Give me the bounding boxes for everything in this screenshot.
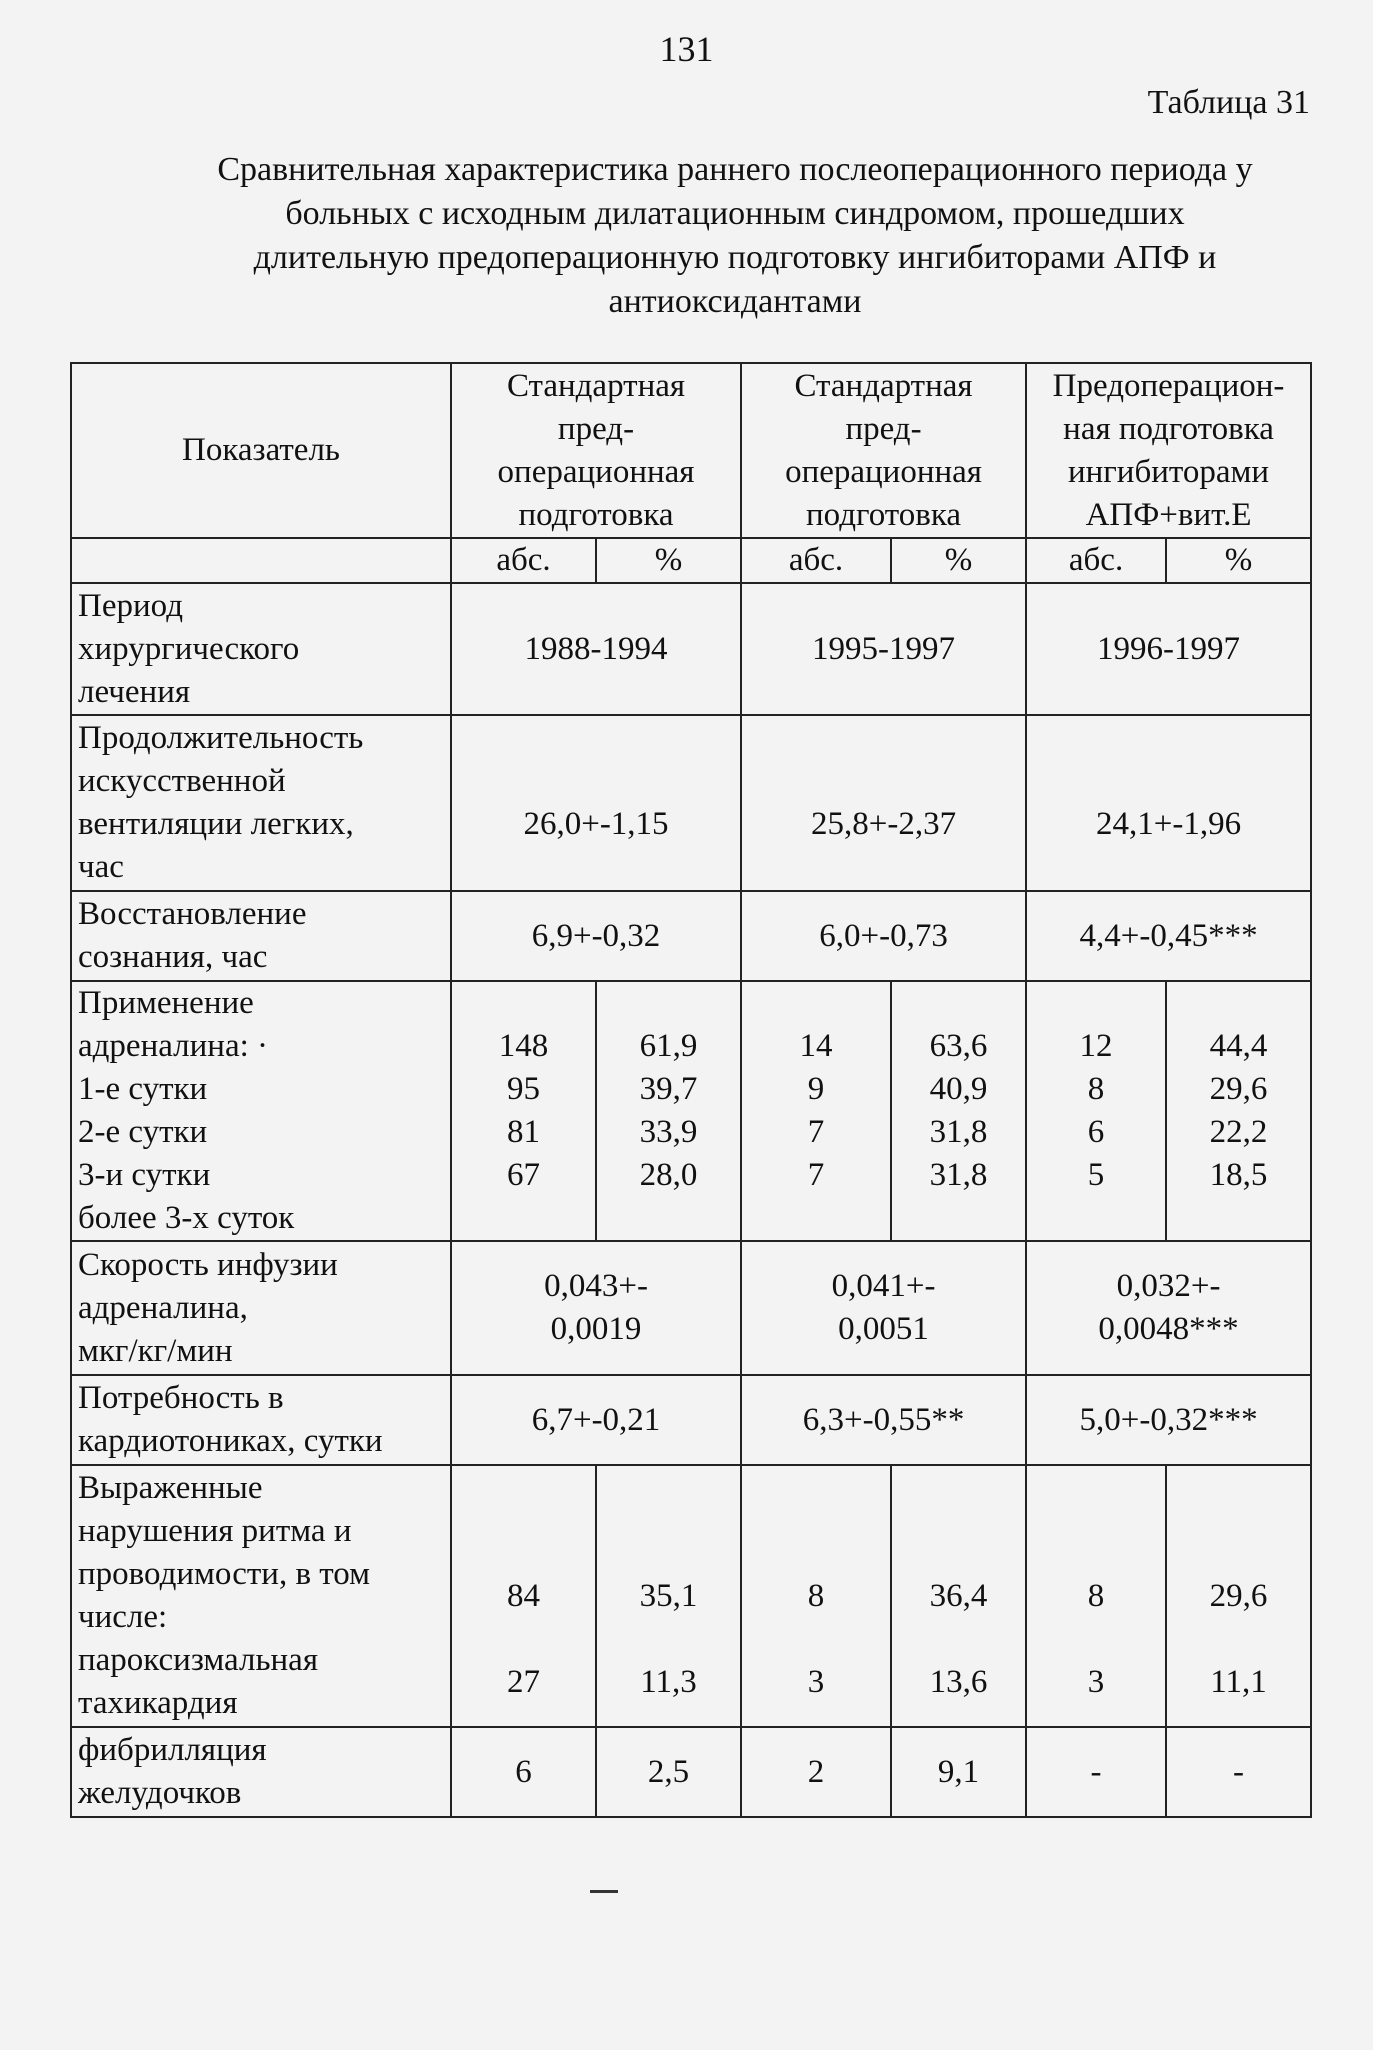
header-line: операционная: [785, 453, 982, 490]
row-label: [71, 891, 451, 981]
label-line: 2-е сутки: [78, 1114, 208, 1150]
value: 28,0: [639, 1157, 698, 1193]
value: 35,1: [639, 1577, 698, 1614]
table-caption: [160, 148, 1310, 324]
value-cell: [1026, 1465, 1166, 1727]
value-cell: 4,4+-0,45***: [1026, 891, 1311, 981]
subheader-row: [71, 538, 1311, 583]
header-line: пред-: [557, 410, 635, 447]
subheader-empty: [71, 538, 451, 583]
value: 0,041+-: [831, 1268, 936, 1304]
value-cell: 2: [741, 1727, 891, 1817]
value: 148: [498, 1028, 549, 1064]
label-line: нарушения ритма и: [78, 1513, 352, 1549]
label-line: вентиляции легких,: [78, 806, 354, 842]
value-cell: 1995-1997: [741, 583, 1026, 715]
label-line: лечения: [78, 673, 191, 710]
subheader-abs: абс.: [1026, 538, 1166, 583]
value-cell: 1996-1997: [1026, 583, 1311, 715]
value: 63,6: [929, 1028, 988, 1064]
label-line: Выраженные: [78, 1470, 263, 1506]
value-cell: -: [1026, 1727, 1166, 1817]
value: 67: [507, 1157, 540, 1193]
label-line: искусственной: [78, 763, 286, 799]
table-label: Таблица 31: [1147, 84, 1310, 121]
label-line: 3-и сутки: [78, 1157, 211, 1193]
value-cell: -: [1166, 1727, 1311, 1817]
label-line: Применение: [78, 985, 254, 1021]
row-cardiotonics: [71, 1375, 1311, 1465]
header-group-1: [451, 363, 741, 538]
row-rhythm-disorders: [71, 1465, 1311, 1727]
value: 9: [807, 1071, 825, 1107]
row-label: [71, 583, 451, 715]
row-adrenaline: [71, 981, 1311, 1241]
header-line: Стандартная: [506, 367, 686, 404]
row-consciousness: [71, 891, 1311, 981]
caption-line: антиоксидантами: [608, 283, 862, 320]
value: 22,2: [1209, 1114, 1268, 1150]
label-line: более 3-х суток: [78, 1200, 295, 1236]
value: 27: [507, 1663, 540, 1700]
header-group-2: [741, 363, 1026, 538]
label-line: Период: [78, 587, 183, 624]
value: 84: [507, 1577, 540, 1614]
header-line: пред-: [845, 410, 922, 447]
value: 7: [807, 1114, 825, 1150]
value: 61,9: [639, 1028, 698, 1064]
spacer: [748, 1618, 884, 1661]
value: 36,4: [929, 1577, 988, 1614]
value-cell: [1026, 1241, 1311, 1375]
label-line: 1-е сутки: [78, 1071, 208, 1107]
value-cell: 6: [451, 1727, 596, 1817]
row-label: [71, 1727, 451, 1817]
header-line: Предоперацион-: [1052, 367, 1285, 404]
header-line: АПФ+вит.Е: [1085, 496, 1252, 533]
value-cell: 6,3+-0,55**: [741, 1375, 1026, 1465]
label-line: сознания, час: [78, 939, 268, 975]
value: 0,0051: [838, 1311, 929, 1347]
subheader-pct: %: [596, 538, 741, 583]
label-line: Потребность в: [78, 1380, 284, 1416]
value: 8: [1087, 1577, 1105, 1614]
row-fibrillation: [71, 1727, 1311, 1817]
value: 3: [807, 1663, 825, 1700]
value-cell: [451, 1241, 741, 1375]
label-line: мкг/кг/мин: [78, 1332, 233, 1369]
value: 95: [507, 1071, 540, 1107]
label-line: адреналина,: [78, 1289, 248, 1326]
value: 12: [1079, 1028, 1113, 1064]
value: 5: [1087, 1157, 1105, 1193]
header-line: подготовка: [518, 496, 674, 533]
page-number: 131: [659, 29, 714, 69]
caption-line: длительную предоперационную подготовку ингибиторами АПФ и: [253, 239, 1217, 276]
value: 0,0019: [550, 1311, 642, 1347]
row-label: [71, 1465, 451, 1727]
row-surgery-period: [71, 583, 1311, 715]
value-cell: [596, 1465, 741, 1727]
value-cell: [1166, 981, 1311, 1241]
value-cell: 5,0+-0,32***: [1026, 1375, 1311, 1465]
value-cell: [596, 981, 741, 1241]
label-line: Восстановление: [78, 896, 307, 932]
value: 18,5: [1209, 1157, 1268, 1193]
spacer: [898, 1618, 1019, 1661]
value: 14: [799, 1028, 833, 1064]
value-cell: [741, 1241, 1026, 1375]
value: 7: [807, 1157, 825, 1193]
value-cell: 6,7+-0,21: [451, 1375, 741, 1465]
label-line: фибрилляция: [78, 1732, 267, 1768]
label-line: тахикардия: [78, 1685, 238, 1721]
value-cell: 26,0+-1,15: [451, 715, 741, 891]
label-line: пароксизмальная: [78, 1642, 318, 1678]
comparison-table: [70, 362, 1312, 1818]
label-line: желудочков: [78, 1775, 242, 1811]
spacer: [458, 1618, 589, 1661]
value: 33,9: [639, 1114, 698, 1150]
value: 0,043+-: [544, 1268, 648, 1304]
label-line: час: [78, 849, 124, 885]
value-cell: [451, 981, 596, 1241]
value: 31,8: [929, 1114, 988, 1150]
value: 11,3: [640, 1663, 697, 1700]
label-line: кардиотониках, сутки: [78, 1423, 383, 1459]
row-label: [71, 981, 451, 1241]
value: 0,0048***: [1098, 1311, 1239, 1347]
value-cell: [741, 981, 891, 1241]
value-cell: 24,1+-1,96: [1026, 715, 1311, 891]
caption-line: Сравнительная характеристика раннего послеоперационного периода у: [217, 151, 1253, 188]
subheader-abs: абс.: [741, 538, 891, 583]
header-line: ная подготовка: [1063, 410, 1274, 447]
header-group-3: [1026, 363, 1311, 538]
label-line: проводимости, в том: [78, 1556, 371, 1592]
value-cell: 1988-1994: [451, 583, 741, 715]
value: 81: [507, 1114, 540, 1150]
value: 29,6: [1209, 1577, 1268, 1614]
value-cell: [1026, 981, 1166, 1241]
value-cell: [741, 1465, 891, 1727]
value-cell: 9,1: [891, 1727, 1026, 1817]
label-line: Скорость инфузии: [78, 1246, 338, 1283]
header-line: операционная: [497, 453, 695, 490]
label-line: адреналина: ·: [78, 1028, 269, 1064]
value: 44,4: [1209, 1028, 1268, 1064]
subheader-pct: %: [1166, 538, 1311, 583]
value-cell: [1166, 1465, 1311, 1727]
row-ventilation: [71, 715, 1311, 891]
value: 8: [807, 1577, 825, 1614]
value: 8: [1087, 1071, 1105, 1107]
row-infusion-rate: [71, 1241, 1311, 1375]
caption-line: больных с исходным дилатационным синдромом, прошедших: [285, 195, 1185, 232]
label-line: хирургического: [78, 630, 300, 667]
value-cell: 25,8+-2,37: [741, 715, 1026, 891]
spacer: [603, 1618, 734, 1661]
spacer: [1033, 1618, 1159, 1661]
scan-mark: [590, 1890, 618, 1893]
label-line: числе:: [78, 1599, 168, 1635]
subheader-pct: %: [891, 538, 1026, 583]
subheader-abs: абс.: [451, 538, 596, 583]
row-label: [71, 715, 451, 891]
value: 0,032+-: [1116, 1268, 1221, 1304]
value: 13,6: [929, 1663, 988, 1700]
value-cell: [891, 1465, 1026, 1727]
value: 11,1: [1210, 1663, 1267, 1700]
value: 29,6: [1209, 1071, 1268, 1107]
header-line: подготовка: [806, 496, 962, 533]
header-line: Стандартная: [794, 367, 973, 404]
spacer: [1173, 1618, 1304, 1661]
row-label: [71, 1241, 451, 1375]
value-cell: [451, 1465, 596, 1727]
value-cell: 6,0+-0,73: [741, 891, 1026, 981]
header-indicator: Показатель: [71, 363, 451, 538]
header-line: ингибиторами: [1067, 453, 1270, 490]
value: 40,9: [929, 1071, 988, 1107]
value: 6: [1087, 1114, 1105, 1150]
label-line: Продолжительность: [78, 720, 364, 756]
value: 3: [1087, 1663, 1105, 1700]
header-row: [71, 363, 1311, 538]
value: 31,8: [929, 1157, 988, 1193]
value-cell: 6,9+-0,32: [451, 891, 741, 981]
row-label: [71, 1375, 451, 1465]
value-cell: 2,5: [596, 1727, 741, 1817]
value: 39,7: [639, 1071, 698, 1107]
value-cell: [891, 981, 1026, 1241]
